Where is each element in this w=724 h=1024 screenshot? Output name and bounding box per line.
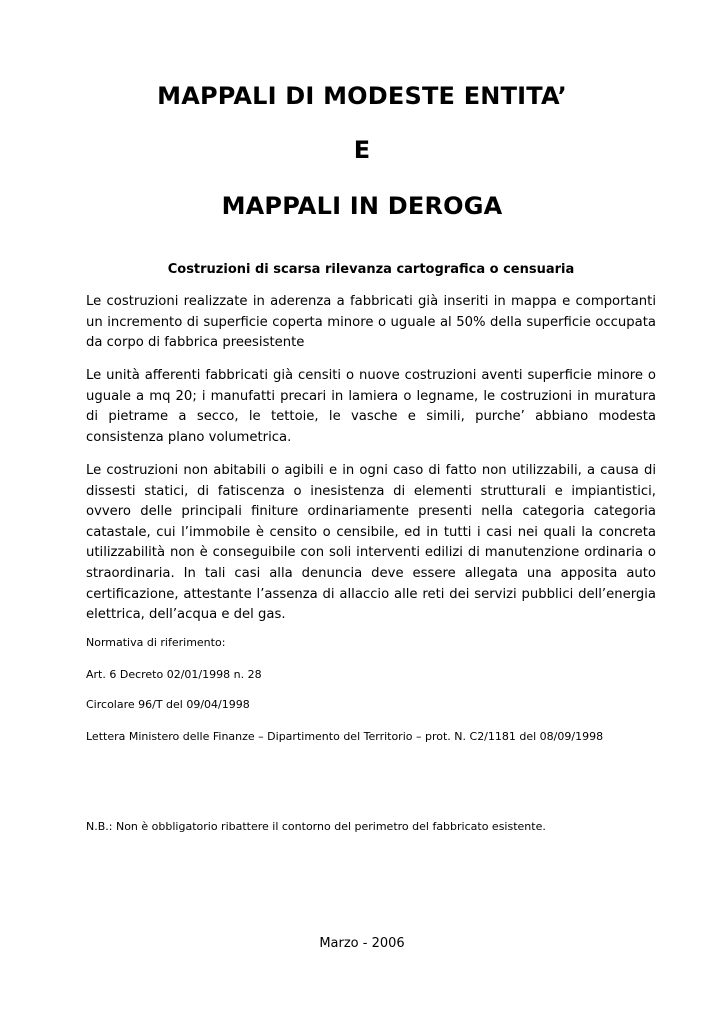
note: N.B.: Non è obbligatorio ribattere il contorno del perimetro del fabbricato esistente. bbox=[86, 820, 546, 833]
title-line-3: MAPPALI IN DEROGA bbox=[221, 192, 503, 220]
reference-item: Circolare 96/T del 09/04/1998 bbox=[86, 698, 250, 711]
title-line-2: E bbox=[353, 136, 371, 164]
paragraph-3: Le costruzioni non abitabili o agibili e in ogni caso di fatto non utilizzabili, a causa di dissesti statici, di fatiscenza o inesistenza di elementi strutturali e impiantistici, ovvero delle principali finiture ordinariamente presenti nella categoria categoria catastale, cui l’immobile è censito o censibile, ed in tutti i casi nei quali la concreta utilizzabilità non è conseguibile con soli interventi edilizi di manutenzione ordinaria o straordinaria. In tali casi alla denuncia deve essere allegata una apposita auto certificazione, attestante l’assenza di allaccio alle reti dei servizi pubblici dell’energia elettrica, dell’acqua e del gas. bbox=[86, 463, 656, 623]
reference-item: Lettera Ministero delle Finanze – Dipartimento del Territorio – prot. N. C2/1181 del 08/09/1998 bbox=[86, 730, 604, 743]
reference-item: Art. 6 Decreto 02/01/1998 n. 28 bbox=[86, 668, 262, 681]
title-line-1: MAPPALI DI MODESTE ENTITA’ bbox=[157, 82, 567, 110]
references-heading: Normativa di riferimento: bbox=[86, 636, 226, 649]
paragraph-2: Le unità afferenti fabbricati già censiti o nuove costruzioni aventi superficie minore o uguale a mq 20; i manufatti precari in lamiera o legname, le costruzioni in muratura di pietrame a secco, le tettoie, le vasche e simili, purche’ abbiano modesta consistenza plano volumetrica. bbox=[86, 368, 656, 445]
section-subtitle: Costruzioni di scarsa rilevanza cartografica o censuaria bbox=[167, 262, 575, 277]
paragraph-1: Le costruzioni realizzate in aderenza a fabbricati già inseriti in mappa e comportanti un incremento di superficie coperta minore o uguale al 50% della superficie occupata da corpo di fabbrica preesistente bbox=[86, 294, 656, 351]
document-date: Marzo - 2006 bbox=[319, 936, 405, 951]
